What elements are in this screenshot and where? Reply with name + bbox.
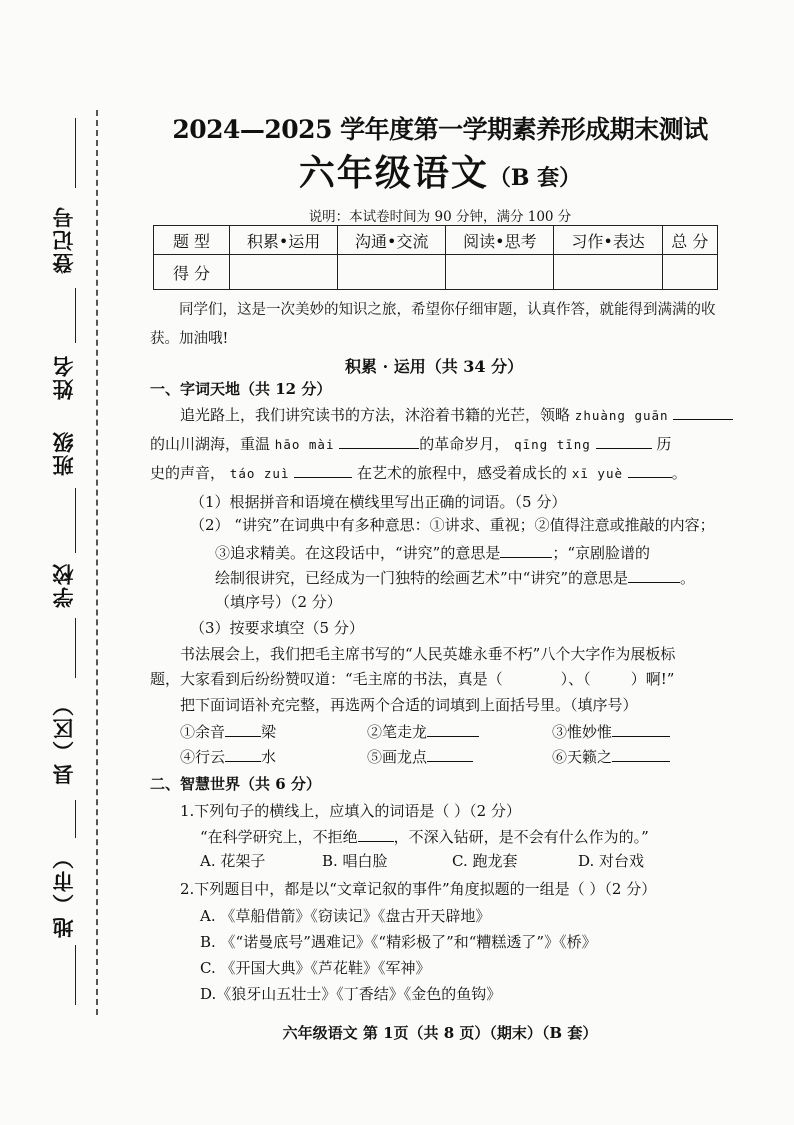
answer-blank[interactable] bbox=[427, 745, 473, 762]
q1-sub3: （3）按要求填空（5 分） bbox=[190, 619, 364, 637]
passage-text: 历 bbox=[656, 435, 672, 453]
q1-passage-line2 bbox=[150, 432, 671, 454]
score-input-cell[interactable] bbox=[230, 255, 338, 290]
q2-item1: 1.下列句子的横线上，应填入的词语是（ ）（2 分） bbox=[180, 802, 521, 820]
answer-blank[interactable] bbox=[596, 432, 652, 449]
q1-sub2-line2 bbox=[215, 541, 650, 563]
city-line bbox=[75, 945, 76, 1005]
passage-text: 追光路上，我们讲究读书的方法，沐浴着书籍的光芒，领略 bbox=[180, 406, 571, 424]
answer-blank[interactable] bbox=[612, 745, 670, 762]
q1-passage-line1 bbox=[180, 403, 733, 425]
subject-title bbox=[150, 145, 730, 196]
idiom-text: ①余音 bbox=[180, 723, 226, 741]
question-text: 绘制很讲究，已经成为一门独特的绘画艺术”中“讲究”的意思是 bbox=[215, 569, 629, 587]
intro-text: 同学们，这是一次美妙的知识之旅，希望你仔细审题，认真作答，就能得到满满的收获。加油哦! bbox=[150, 302, 716, 347]
idiom-text: ④行云 bbox=[180, 748, 226, 766]
question-text: 题，大家看到后纷纷赞叹道：“毛主席的书法，真是（ bbox=[150, 670, 503, 688]
answer-blank[interactable] bbox=[358, 825, 394, 842]
question-text: ；“京剧脸谱的 bbox=[552, 544, 651, 562]
answer-blank[interactable] bbox=[628, 566, 680, 583]
option-item[interactable]: D.《狼牙山五壮士》《丁香结》《金色的鱼钩》 bbox=[200, 985, 502, 1003]
idiom-item bbox=[180, 720, 276, 742]
q1-sub2-line1: （2） “讲究”在词典中有多种意思：①讲求、重视；②值得注意或推敲的内容； bbox=[190, 516, 715, 534]
paper-version: （B 套） bbox=[488, 165, 582, 191]
answer-blank[interactable] bbox=[427, 720, 479, 737]
pinyin: qīng tīng bbox=[514, 437, 591, 452]
binding-line bbox=[75, 118, 76, 188]
county-label: 县（区） bbox=[51, 693, 76, 785]
pinyin: zhuàng guān bbox=[574, 408, 669, 423]
page-footer: 六年级语文 第 1页（共 8 页）（期末）（B 套） bbox=[282, 1024, 598, 1042]
exam-title: 2024—2025 学年度第一学期素养形成期末测试 bbox=[172, 115, 708, 144]
table-cell: 得 分 bbox=[154, 255, 230, 290]
option-item[interactable]: A. 《草船借箭》《窃读记》《盘古开天辟地》 bbox=[200, 907, 491, 925]
idiom-item bbox=[552, 720, 670, 742]
answer-blank[interactable] bbox=[225, 745, 261, 762]
passage-text: 在艺术的旅程中，感受着成长的 bbox=[357, 464, 568, 482]
question-text: ）啊!” bbox=[630, 670, 675, 688]
idiom-text: 水 bbox=[261, 748, 277, 766]
table-cell: 沟通•交流 bbox=[338, 226, 446, 255]
q2-item2: 2.下列题目中，都是以“文章记叙的事件”角度拟题的一组是（ ）（2 分） bbox=[180, 880, 657, 898]
q1-sub3-para3: 把下面词语补充完整，再选两个合适的词填到上面括号里。（填序号） bbox=[180, 696, 638, 714]
q1-sub1: （1）根据拼音和语境在横线里写出正确的词语。（5 分） bbox=[190, 493, 567, 511]
idiom-text: ⑥天籁之 bbox=[552, 748, 613, 766]
option-item[interactable]: B. 《“诺曼底号”遇难记》《“精彩极了”和“糟糕透了”》《桥》 bbox=[200, 933, 597, 951]
idiom-item bbox=[552, 745, 670, 767]
class-line bbox=[75, 488, 76, 553]
idiom-item bbox=[367, 720, 479, 742]
answer-blank[interactable] bbox=[612, 720, 670, 737]
exam-note: 说明：本试卷时间为 90 分钟，满分 100 分 bbox=[308, 209, 572, 225]
school-line bbox=[75, 618, 76, 678]
q2-item1-quote bbox=[200, 825, 649, 847]
passage-text: 史的声音， bbox=[150, 464, 226, 482]
idiom-item bbox=[180, 745, 276, 767]
school-label: 学校 bbox=[51, 562, 76, 608]
q1-sub2-line3 bbox=[215, 566, 695, 588]
table-cell: 阅读•思考 bbox=[446, 226, 554, 255]
q1-passage-line3 bbox=[150, 461, 687, 483]
answer-blank[interactable] bbox=[500, 541, 552, 558]
question-text: ，不深入钻研，是不会有什么作为的。” bbox=[393, 828, 649, 846]
table-cell: 题 型 bbox=[154, 226, 230, 255]
name-label: 姓名 bbox=[51, 354, 76, 400]
answer-blank[interactable] bbox=[339, 432, 419, 449]
table-cell: 积累•运用 bbox=[230, 226, 338, 255]
class-label: 班级 bbox=[51, 430, 76, 476]
q1-sub3-para1: 书法展会上，我们把毛主席书写的“人民英雄永垂不朽”八个大字作为展板标 bbox=[180, 645, 676, 663]
name-line bbox=[75, 288, 76, 343]
option-item[interactable]: D. 对台戏 bbox=[578, 852, 645, 870]
q2-heading: 二、智慧世界（共 6 分） bbox=[150, 775, 321, 793]
score-input-cell[interactable] bbox=[338, 255, 446, 290]
answer-blank[interactable] bbox=[673, 403, 733, 420]
section-title: 积累 · 运用（共 34 分） bbox=[345, 357, 524, 376]
option-item[interactable]: B. 唱白脸 bbox=[322, 852, 388, 870]
score-table-row bbox=[154, 255, 718, 290]
passage-text: 的山川湖海，重温 bbox=[150, 435, 271, 453]
answer-blank[interactable] bbox=[225, 720, 261, 737]
question-text: ）、（ bbox=[560, 670, 591, 688]
question-text: ③追求精美。在这段话中，“讲究”的意思是 bbox=[215, 544, 501, 562]
idiom-item bbox=[367, 745, 473, 767]
score-table bbox=[153, 225, 718, 290]
idiom-text: ⑤画龙点 bbox=[367, 748, 428, 766]
pinyin: táo zuì bbox=[229, 466, 290, 481]
question-text: “在科学研究上，不拒绝 bbox=[200, 828, 358, 846]
score-input-cell[interactable] bbox=[446, 255, 554, 290]
idiom-text: ②笔走龙 bbox=[367, 723, 428, 741]
subject-name: 六年级语文 bbox=[298, 152, 489, 194]
pinyin: hāo mài bbox=[274, 437, 335, 452]
table-cell: 习作•表达 bbox=[554, 226, 662, 255]
cut-line bbox=[96, 110, 98, 1015]
passage-text: 。 bbox=[671, 464, 687, 482]
q1-sub3-para2 bbox=[150, 668, 674, 689]
county-line bbox=[75, 800, 76, 838]
passage-text: 的革命岁月， bbox=[419, 435, 510, 453]
idiom-text: 梁 bbox=[261, 723, 277, 741]
option-item[interactable]: C. 《开国大典》《芦花鞋》《军神》 bbox=[200, 959, 431, 977]
idiom-text: ③惟妙惟 bbox=[552, 723, 613, 741]
score-input-cell[interactable] bbox=[554, 255, 662, 290]
table-cell: 总 分 bbox=[662, 226, 717, 255]
q1-sub2-line4: （填序号）（2 分） bbox=[215, 593, 342, 611]
score-table-header bbox=[154, 226, 718, 255]
pinyin: xī yuè bbox=[571, 466, 623, 481]
reg-number-label: 登记号 bbox=[51, 205, 76, 275]
answer-blank[interactable] bbox=[294, 461, 352, 478]
answer-blank[interactable] bbox=[628, 461, 672, 478]
option-item[interactable]: A. 花架子 bbox=[200, 852, 266, 870]
city-label: 地（市） bbox=[51, 846, 76, 939]
score-input-cell[interactable] bbox=[662, 255, 717, 290]
q1-heading: 一、字词天地（共 12 分） bbox=[150, 380, 332, 398]
question-text: 。 bbox=[680, 569, 696, 587]
option-item[interactable]: C. 跑龙套 bbox=[452, 852, 518, 870]
